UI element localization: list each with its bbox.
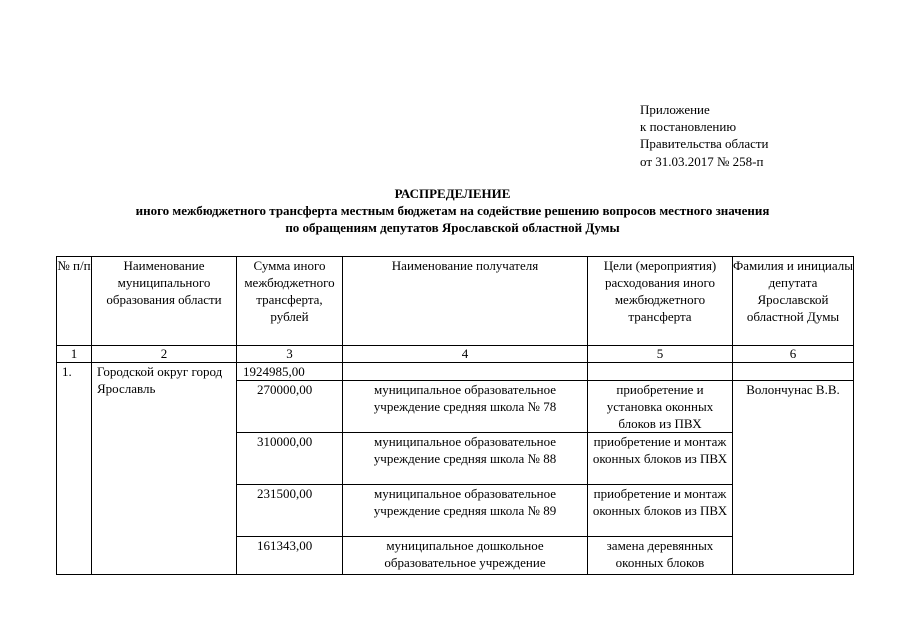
row-number-cell: 1.	[57, 363, 92, 575]
purpose-cell: приобретение и установка оконных блоков из ПВХ	[588, 381, 733, 433]
header-cell-number: № п/п	[57, 257, 92, 346]
column-number-row	[57, 346, 854, 363]
header-cell-recipient: Наименование получателя	[343, 257, 588, 346]
column-number: 2	[92, 346, 237, 363]
column-number: 6	[733, 346, 854, 363]
column-number: 5	[588, 346, 733, 363]
appendix-line-3: Правительства области	[640, 136, 769, 152]
title-line-2: иного межбюджетного трансферта местным бюджетам на содействие решению вопросов местного значения	[135, 203, 770, 218]
header-cell-amount: Сумма иного межбюджетного трансферта, рублей	[237, 257, 343, 346]
appendix-line-2: к постановлению	[640, 119, 737, 135]
deputy-cell: Волончунас В.В.	[733, 381, 854, 575]
recipient-cell: муниципальное дошкольное образовательное учреждение	[343, 537, 588, 575]
empty-cell	[588, 363, 733, 381]
amount-cell: 270000,00	[237, 381, 343, 433]
document-title	[0, 185, 905, 236]
appendix-line-4: от 31.03.2017 № 258-п	[640, 153, 764, 169]
purpose-cell: приобретение и монтаж оконных блоков из ПВХ	[588, 433, 733, 485]
title-line-3: по обращениям депутатов Ярославской областной Думы	[285, 220, 620, 235]
recipient-cell: муниципальное образовательное учреждение средняя школа № 88	[343, 433, 588, 485]
appendix-line-1: Приложение	[640, 102, 710, 117]
amount-cell: 161343,00	[237, 537, 343, 575]
appendix-block	[640, 101, 769, 170]
title-line-1: РАСПРЕДЕЛЕНИЕ	[394, 186, 511, 201]
empty-cell	[733, 363, 854, 381]
table-header-row	[57, 257, 854, 346]
recipient-cell: муниципальное образовательное учреждение средняя школа № 78	[343, 381, 588, 433]
amount-cell: 310000,00	[237, 433, 343, 485]
amount-cell: 231500,00	[237, 485, 343, 537]
header-cell-municipality: Наименование муниципального образования области	[92, 257, 237, 346]
purpose-cell: замена деревянных оконных блоков	[588, 537, 733, 575]
distribution-table	[56, 256, 854, 575]
header-cell-deputy: Фамилия и инициалы депутата Ярославской областной Думы	[733, 257, 854, 346]
column-number: 1	[57, 346, 92, 363]
column-number: 4	[343, 346, 588, 363]
column-number: 3	[237, 346, 343, 363]
total-amount-cell: 1924985,00	[237, 363, 343, 381]
purpose-cell: приобретение и монтаж оконных блоков из ПВХ	[588, 485, 733, 537]
empty-cell	[343, 363, 588, 381]
header-cell-purpose: Цели (мероприятия) расходования иного межбюджетного трансферта	[588, 257, 733, 346]
table-row	[57, 363, 854, 381]
municipality-cell: Городской округ город Ярославль	[92, 363, 237, 575]
recipient-cell: муниципальное образовательное учреждение средняя школа № 89	[343, 485, 588, 537]
